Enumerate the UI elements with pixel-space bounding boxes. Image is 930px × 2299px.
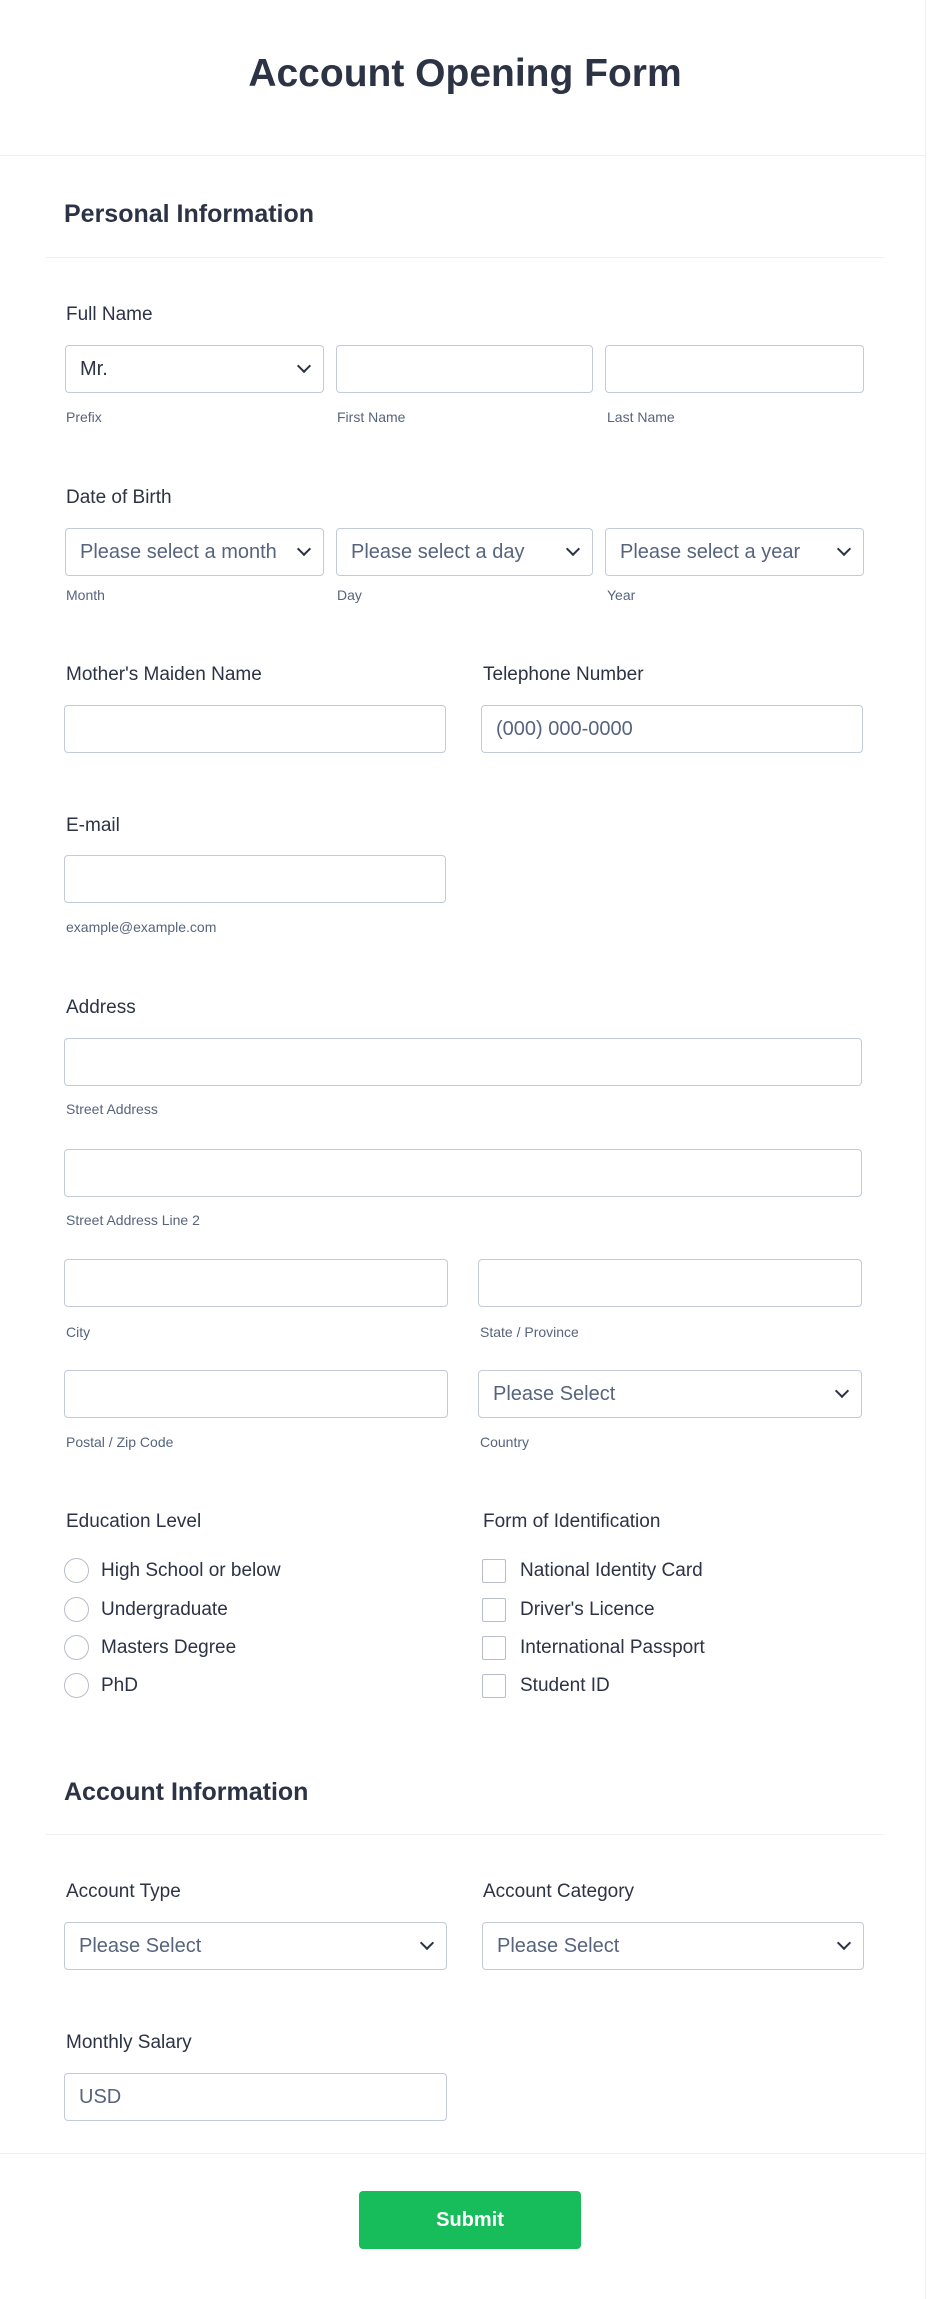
radio-option[interactable] [64, 1558, 281, 1583]
year-select[interactable] [605, 528, 864, 576]
country-value: Please Select [493, 1382, 616, 1405]
street-address-2-input[interactable] [64, 1149, 862, 1197]
state-sublabel: State / Province [480, 1324, 579, 1340]
option-label: Student ID [520, 1675, 610, 1696]
identification-label: Form of Identification [483, 1511, 661, 1532]
first-name-input[interactable] [336, 345, 593, 393]
radio-option[interactable] [64, 1673, 138, 1698]
telephone-label: Telephone Number [483, 664, 644, 685]
day-value: Please select a day [351, 540, 525, 563]
account-type-select[interactable] [64, 1922, 447, 1970]
month-select[interactable] [65, 528, 324, 576]
monthly-salary-input[interactable] [64, 2073, 447, 2121]
country-sublabel: Country [480, 1434, 530, 1450]
maiden-name-input[interactable] [64, 705, 446, 753]
maiden-name-label: Mother's Maiden Name [66, 664, 262, 685]
radio-circle[interactable] [64, 1635, 89, 1660]
chevron-down-icon [566, 542, 580, 556]
checkbox-option[interactable] [482, 1674, 610, 1698]
chevron-down-icon [835, 1384, 849, 1398]
chevron-down-icon [420, 1936, 434, 1950]
account-category-value: Please Select [497, 1934, 620, 1957]
chevron-down-icon [297, 542, 311, 556]
prefix-sublabel: Prefix [66, 409, 102, 425]
telephone-placeholder: (000) 000-0000 [496, 717, 633, 740]
radio-circle[interactable] [64, 1673, 89, 1698]
submit-button[interactable]: Submit [359, 2191, 581, 2249]
last-name-sublabel: Last Name [607, 409, 675, 425]
page-edge [925, 0, 926, 2299]
checkbox-option[interactable] [482, 1559, 703, 1583]
section-divider [46, 257, 884, 258]
monthly-salary-label: Monthly Salary [66, 2032, 192, 2053]
zip-sublabel: Postal / Zip Code [66, 1434, 174, 1450]
city-sublabel: City [66, 1324, 91, 1340]
checkbox[interactable] [482, 1674, 506, 1698]
first-name-sublabel: First Name [337, 409, 406, 425]
form-title: Account Opening Form [248, 52, 682, 95]
telephone-input[interactable] [481, 705, 863, 753]
radio-circle[interactable] [64, 1558, 89, 1583]
chevron-down-icon [837, 542, 851, 556]
account-type-label: Account Type [66, 1881, 181, 1902]
email-input[interactable] [64, 855, 446, 903]
last-name-input[interactable] [605, 345, 864, 393]
checkbox[interactable] [482, 1598, 506, 1622]
radio-option[interactable] [64, 1597, 228, 1622]
street-sublabel: Street Address [66, 1101, 158, 1117]
street-address-input[interactable] [64, 1038, 862, 1086]
full-name-label: Full Name [66, 304, 153, 325]
option-label: Undergraduate [101, 1598, 228, 1620]
checkbox-option[interactable] [482, 1636, 705, 1660]
checkbox-option[interactable] [482, 1598, 655, 1622]
account-type-value: Please Select [79, 1934, 202, 1957]
day-sublabel: Day [337, 587, 362, 603]
salary-placeholder: USD [79, 2085, 122, 2108]
education-label: Education Level [66, 1511, 202, 1532]
option-label: National Identity Card [520, 1560, 703, 1581]
option-label: High School or below [101, 1559, 281, 1581]
dob-label: Date of Birth [66, 487, 172, 508]
email-sublabel: example@example.com [66, 919, 217, 935]
zip-input[interactable] [64, 1370, 448, 1418]
month-value: Please select a month [80, 540, 277, 563]
city-input[interactable] [64, 1259, 448, 1307]
section-heading-account: Account Information [64, 1778, 309, 1806]
chevron-down-icon [837, 1936, 851, 1950]
state-input[interactable] [478, 1259, 862, 1307]
month-sublabel: Month [66, 587, 105, 603]
day-select[interactable] [336, 528, 593, 576]
account-category-label: Account Category [483, 1881, 635, 1902]
year-value: Please select a year [620, 540, 801, 563]
account-category-select[interactable] [482, 1922, 864, 1970]
checkbox[interactable] [482, 1636, 506, 1660]
address-label: Address [66, 997, 136, 1018]
radio-option[interactable] [64, 1635, 236, 1660]
email-label: E-mail [66, 815, 120, 836]
header-divider [0, 155, 925, 156]
footer-divider [0, 2153, 925, 2154]
option-label: Driver's Licence [520, 1599, 655, 1620]
prefix-value: Mr. [80, 357, 108, 380]
country-select[interactable] [478, 1370, 862, 1418]
option-label: International Passport [520, 1637, 705, 1658]
option-label: Masters Degree [101, 1636, 237, 1658]
checkbox[interactable] [482, 1559, 506, 1583]
section-heading-personal: Personal Information [64, 200, 315, 228]
radio-circle[interactable] [64, 1597, 89, 1622]
prefix-select[interactable] [65, 345, 324, 393]
street2-sublabel: Street Address Line 2 [66, 1212, 200, 1228]
option-label: PhD [101, 1674, 138, 1696]
chevron-down-icon [297, 359, 311, 373]
year-sublabel: Year [607, 587, 636, 603]
section-divider [46, 1834, 884, 1835]
